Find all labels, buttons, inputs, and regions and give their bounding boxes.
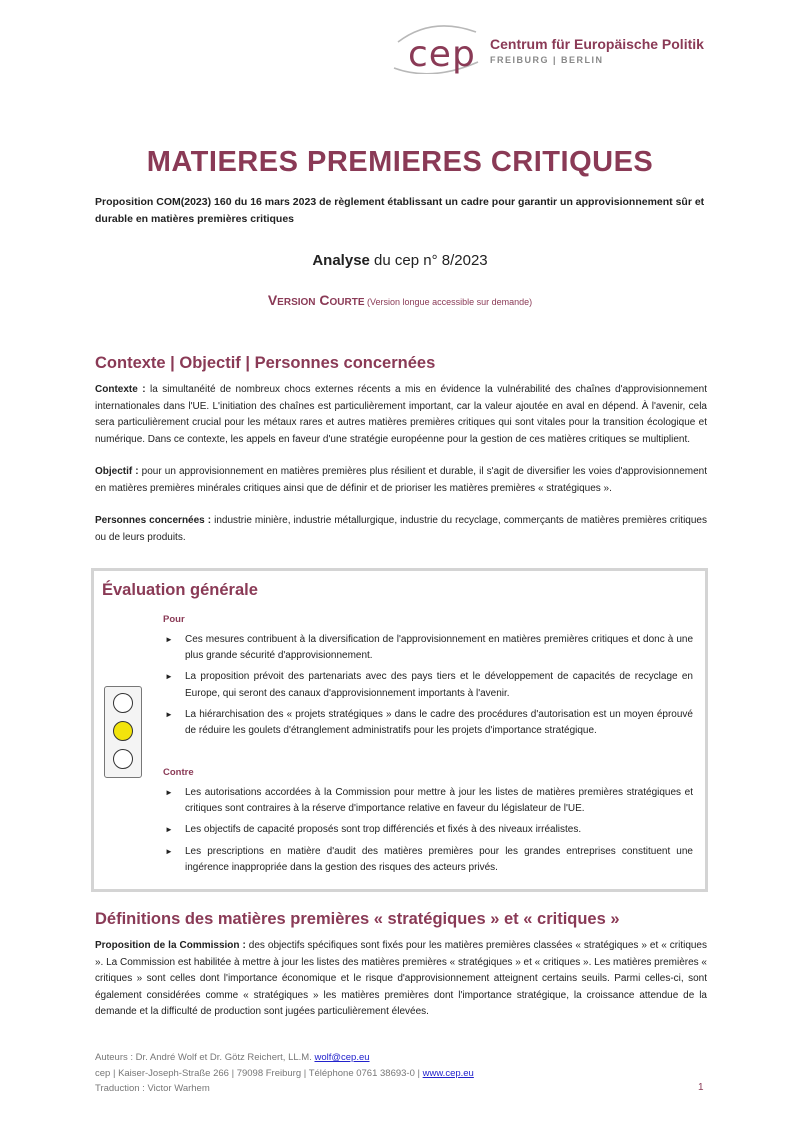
pour-list [163,632,693,744]
website-link[interactable]: www.cep.eu [422,1067,474,1079]
personnes-text: industrie minière, industrie métallurgique, industrie du recyclage, commerçants de matières premières critiques ou de leurs produits. [95,515,707,543]
bullet-triangle-icon: ► [165,635,173,644]
traffic-light-green-icon [113,749,133,769]
definitions-paragraph [95,938,707,1021]
context-section-title: Contexte | Objectif | Personnes concernées [95,354,436,372]
pour-heading: Pour [163,614,185,625]
definitions-label: Proposition de la Commission : [95,940,246,951]
bullet-triangle-icon: ► [165,788,173,797]
list-item: ► La hiérarchisation des « projets stratégiques » dans le cadre des procédures d'autorisation est un moyen éprouvé de réduire les goulets d'étranglement administratifs pour les projets d'importance stratégique. [165,708,693,737]
contexte-label: Contexte : [95,384,146,395]
bullet-triangle-icon: ► [165,672,173,682]
analysis-number-text: du cep n° 8/2023 [369,252,488,269]
traffic-light-red-icon [113,693,133,713]
list-item: ► Ces mesures contribuent à la diversification de l'approvisionnement en matières premières critiques et donc à une plus grande sécurité d'approvisionnement. [165,634,693,662]
traffic-light-icon [104,686,142,778]
logo-acronym: cep [408,34,476,75]
document-title: MATIERES PREMIERES CRITIQUES [146,146,654,178]
list-item: ► Les prescriptions en matière d'audit des matières premières pour les grandes entreprises constituent une ingérence inappropriée dans la gestion des risques des acteurs privés. [165,845,693,873]
traffic-light-yellow-icon [113,721,133,741]
version-label: Version Courte [267,292,365,308]
bullet-triangle-icon: ► [165,709,173,719]
contexte-text: la simultanéité de nombreux chocs externes récents a mis en évidence la vulnérabilité des chaînes d'approvisionnement internationales dans l'UE. L'initiation des chaînes est particulièrement important, car la valeur ajoutée en aval en dépend. À l'avenir, cela sera particulièrement crucial pour les métaux rares et autres matières premières critiques qui sont vitales pour la transition écologique et numérique. Dans ce contexte, les appels en faveur d'une stratégie européenne pour la gestion de ces matières critiques se multiplient. [95,384,707,445]
personnes-paragraph [95,513,707,546]
objectif-paragraph [95,464,707,497]
footer [95,1050,474,1097]
cep-logo [392,22,722,74]
version-note: (Version longue accessible sur demande) [364,297,533,307]
personnes-label: Personnes concernées : [95,515,212,526]
evaluation-title: Évaluation générale [102,581,258,599]
contre-heading: Contre [163,767,194,778]
version-line [0,292,800,310]
list-item: ► Les objectifs de capacité proposés sont trop différenciés et fixés à des niveaux irréalistes. [163,822,693,838]
proposal-reference: Proposition COM(2023) 160 du 16 mars 2023 de règlement établissant un cadre pour garantir un approvisionnement sûr et durable en matières premières critiques [95,196,705,225]
contexte-paragraph [95,382,707,448]
page-number: 1 [698,1082,704,1093]
bullet-triangle-icon: ► [165,846,173,856]
footer-address-line: cep | Kaiser-Joseph-Straße 266 | 79098 Freiburg | Téléphone 0761 38693-0 | www.cep.eu [95,1067,474,1079]
author-email-link[interactable]: wolf@cep.eu [314,1052,370,1063]
definitions-section-title: Définitions des matières premières « stratégiques » et « critiques » [95,910,620,928]
analysis-number [0,252,800,269]
list-item: ► La proposition prévoit des partenariats avec des pays tiers et le développement de capacités de recyclage en Europe, qui seront des canaux d'approvisionnement importants à l'avenir. [165,671,693,699]
footer-authors-line: Auteurs : Dr. André Wolf et Dr. Götz Reichert, LL.M. wolf@cep.eu [95,1052,370,1063]
analysis-label: Analyse [312,252,370,269]
logo-name: Centrum für Europäische Politik [490,36,704,52]
objectif-label: Objectif : [95,466,139,477]
footer-translation: Traduction : Victor Warhem [95,1083,210,1094]
list-item: ► Les autorisations accordées à la Commission pour mettre à jour les listes de matières premières stratégiques et critiques sont contraires à la réserve d'importance relative en faveur du législateur de l'UE. [165,787,693,815]
evaluation-box [91,568,708,892]
objectif-text: pour un approvisionnement en matières premières plus résilient et durable, il s'agit de diversifier les voies d'approvisionnement en matières premières minérales critiques ainsi que de définir et de prioriser les matières premières « stratégiques ». [95,466,707,494]
definitions-text: des objectifs spécifiques sont fixés pour les matières premières classées « stratégiques » et « critiques ». La Commission est habilitée à mettre à jour les listes des matières premières « stratégiques » et « critiques ». Les matières premières « critiques » sont celles dont l'importance économique et le risque d'approvisionnement atteignent certains seuils. Parmi celles-ci, sont également considérées comme « stratégiques » les matières premières dont l'importance stratégique, la croissance attendue de la demande et la difficulté de production sont jugées particulièrement élevées. [95,940,707,1018]
bullet-triangle-icon: ► [165,825,173,835]
logo-cities: FREIBURG | BERLIN [490,55,604,65]
contre-list [163,785,693,881]
